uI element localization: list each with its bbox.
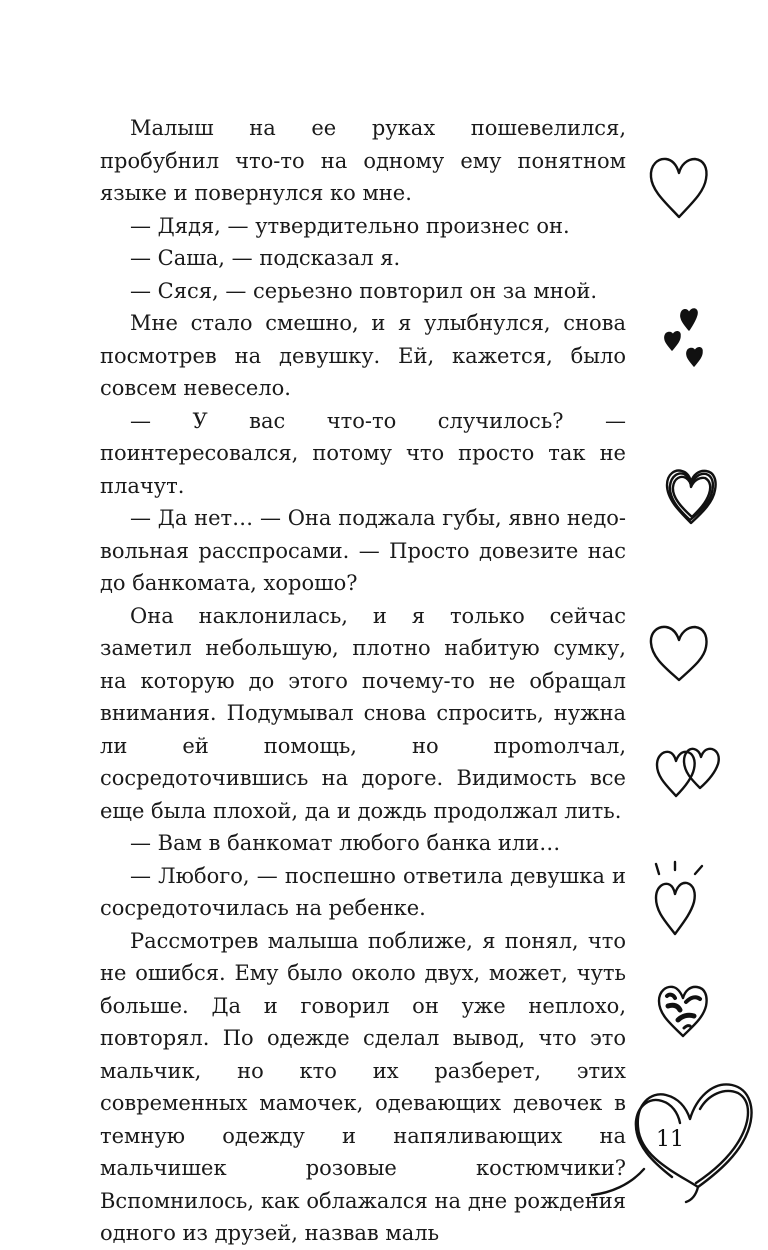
paragraph: — Дядя, — утвердительно произнес он.: [130, 213, 570, 238]
heart-with-stripes-icon: [654, 980, 712, 1040]
paragraph: — Саша, — подсказал я.: [130, 246, 401, 270]
scribbled-heart-icon: [663, 465, 719, 527]
paragraph: — Любого, — поспешно ответила девушка и сосредоточилась на ребенке.: [100, 863, 626, 920]
small-filled-hearts-icon: [662, 300, 706, 370]
paragraph: — Вам в банкомат любого банка или…: [130, 831, 561, 855]
heart-outline-icon: [648, 155, 710, 221]
paragraph: Малыш на ее руках пошевелился, пробубнил что-то на одному ему понятном языке и повернулся ко мне.: [100, 116, 626, 205]
double-heart-icon: [654, 742, 724, 800]
paragraph: Рассмотрев малыша поближе, я понял, что не ошибся. Ему было около двух, может, чуть больше. Да и говорил он уже неплохо, повторял. По одежде сделал вывод, что это мальчик, но кто их разберет, этих современных мамочек, одевающих девочек в темную одежду и напяливающих на мальчишек розовые костюмчики? Вспомнилось, как облажался на дне рождения одного из друзей, назвав маль: [100, 928, 626, 1245]
paragraph: — Сяся, — серьезно повторил он за мной.: [130, 278, 598, 303]
page-number: 11: [656, 1127, 684, 1152]
heart-with-rays-icon: [650, 860, 708, 938]
paragraph: Мне стало смешно, и я улыбнулся, снова посмотрев на девушку. Ей, кажется, было совсем невесело.: [100, 311, 626, 400]
paragraph: Она наклонилась, и я только сейчас заметил небольшую, плотно набитую сумку, на которую до этого почему-то не обращал внимания. Подумывал снова спросить, нужна ли ей помощь, но проmолчал, сосредоточившись на дороге. Видимость все еще была плохой, да и дождь продолжал лить.: [100, 603, 626, 823]
paragraph: — Да нет… — Она поджала губы, явно недовольная расспросами. — Просто довезите нас до банкомата, хорошо?: [100, 506, 626, 595]
heart-outline-icon: [648, 622, 710, 684]
body-text: [100, 112, 626, 1250]
paragraph: — У вас что-то случилось? — поинтересовался, потому что просто так не плачут.: [100, 408, 626, 498]
